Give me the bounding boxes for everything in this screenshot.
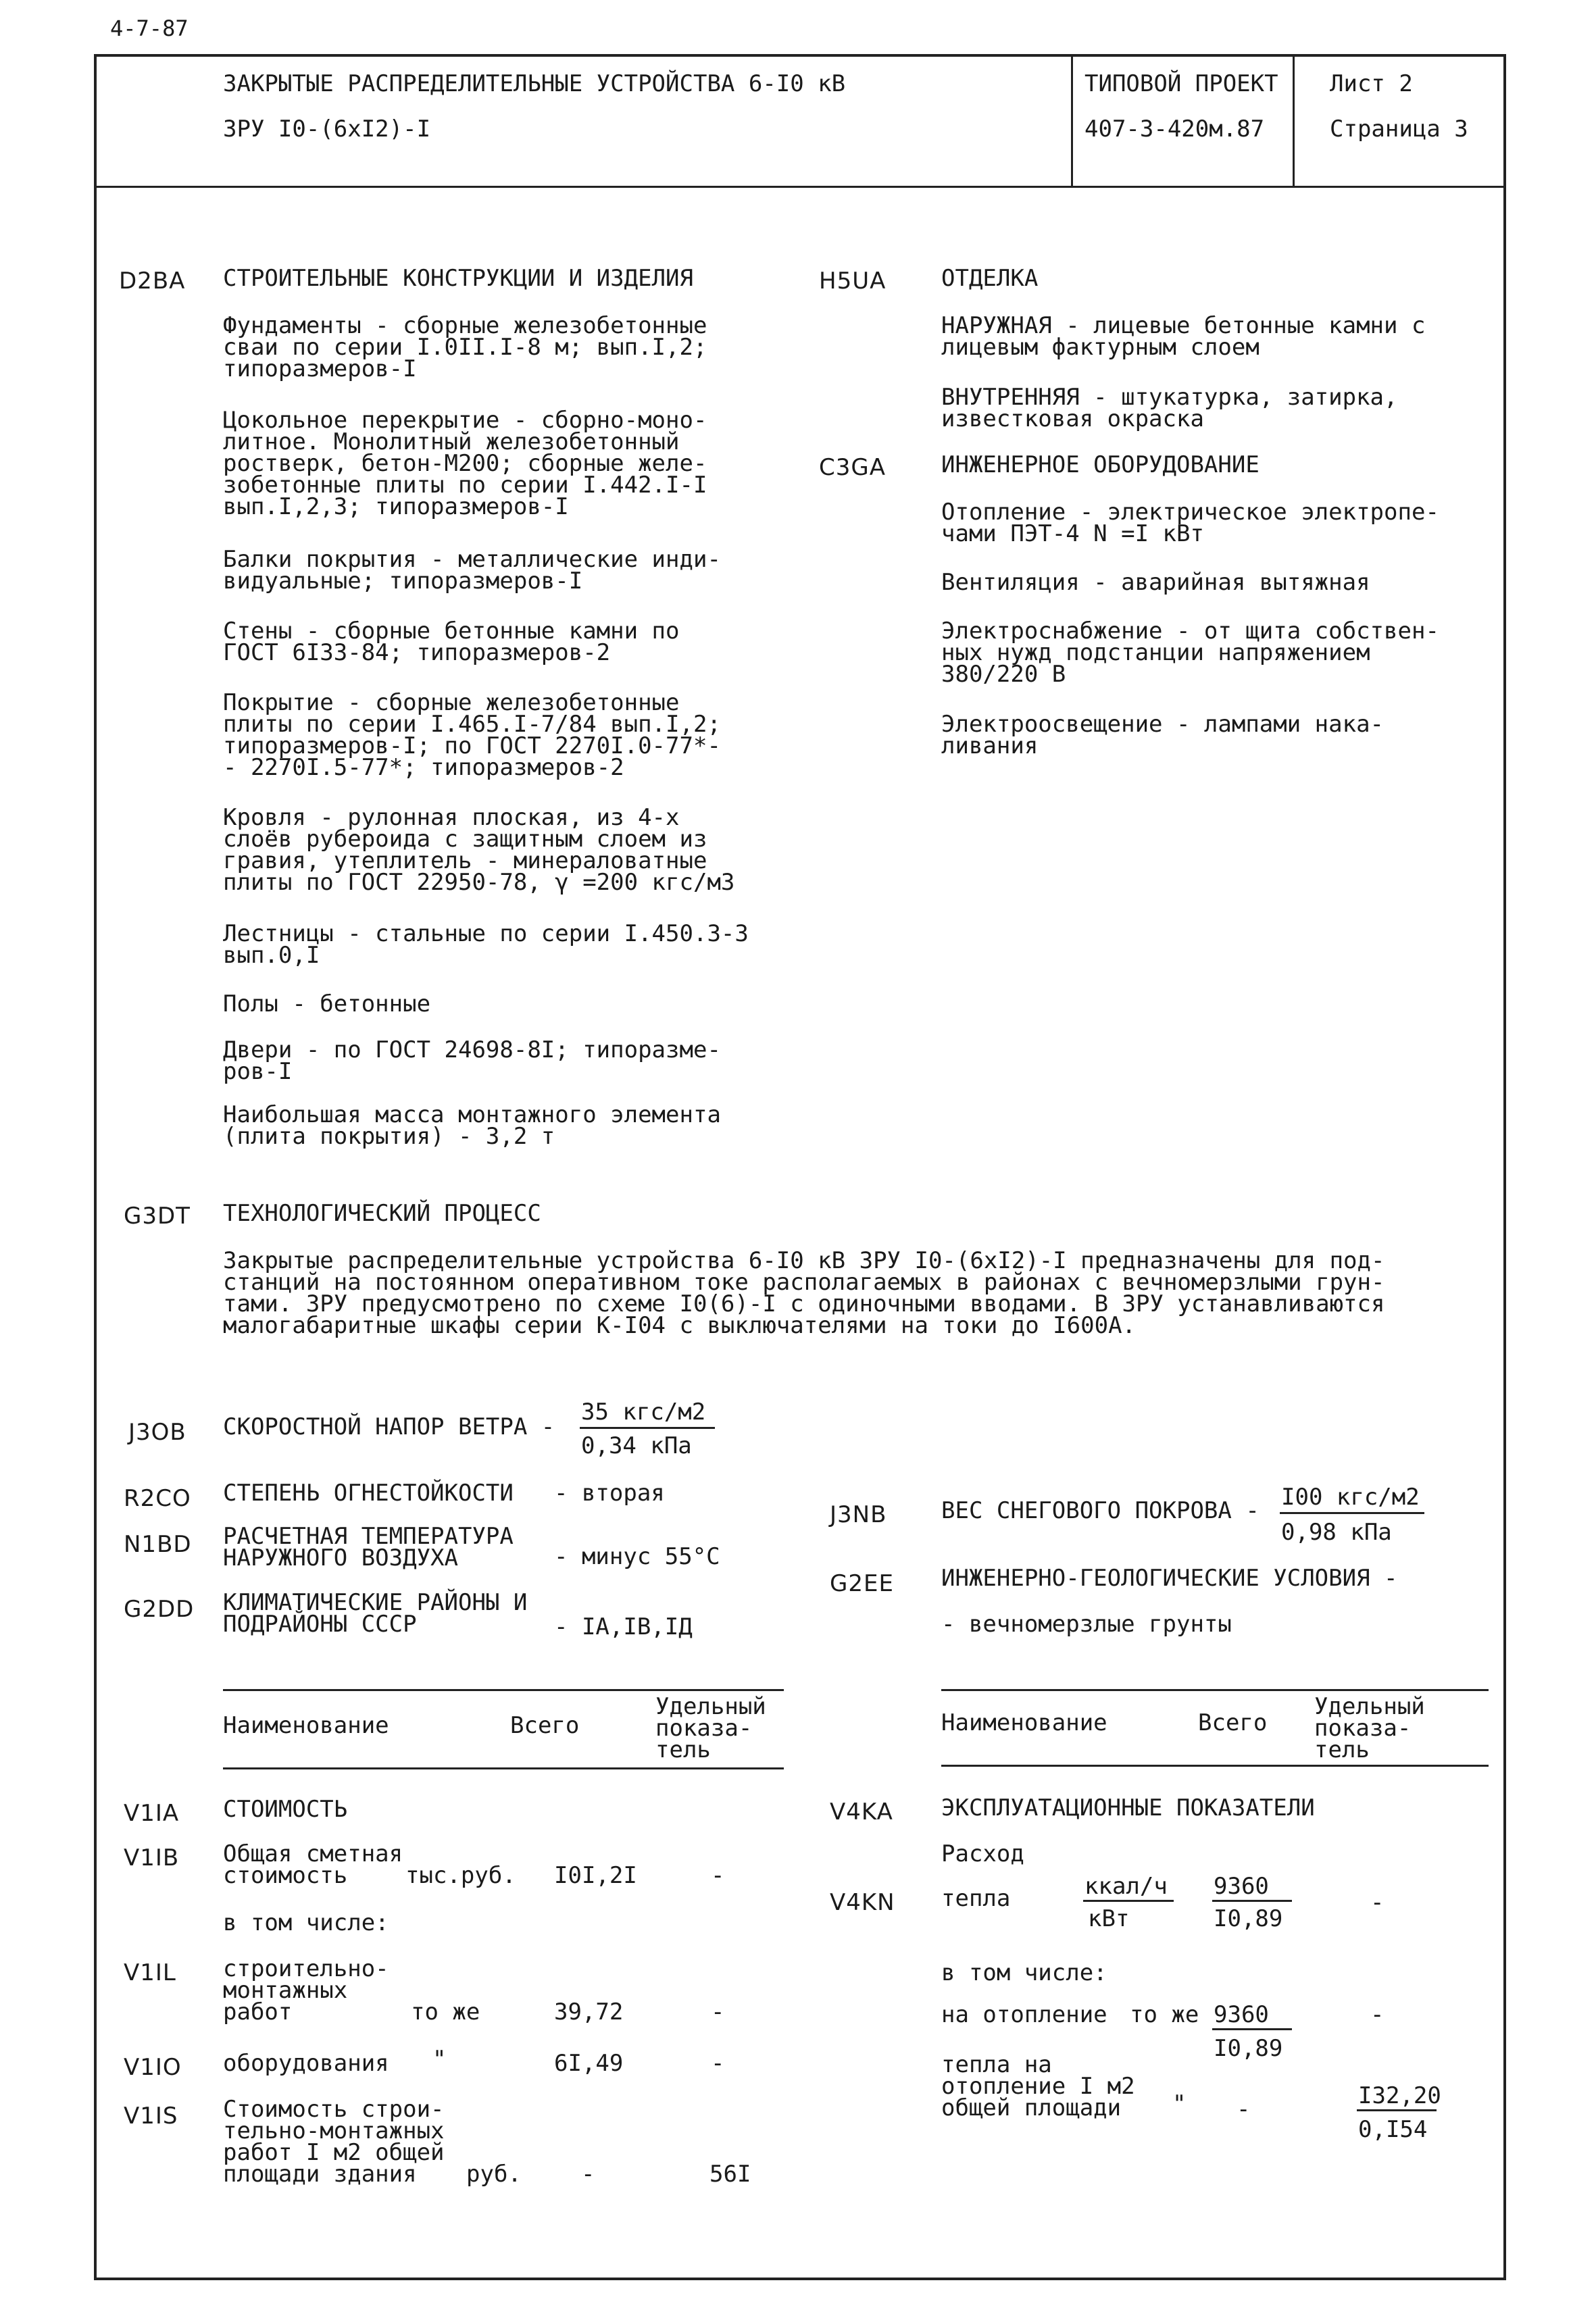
- climate-regions-value: - IA,IB,IД: [554, 1613, 693, 1640]
- section-code: C3GA: [819, 454, 886, 481]
- cost-heading: СТОИМОСТЬ: [223, 1796, 348, 1823]
- row-code: V1IB: [124, 1844, 180, 1871]
- column-header-name: Наименование: [941, 1709, 1107, 1736]
- construction-paragraph: Покрытие - сборные железобетонные плиты по серии I.465.I-7/84 вып.I,2; типоразмеров-I; по ГОСТ 2270I.0-77*- - 2270I.5-77*; типоразмеров-2: [223, 689, 721, 781]
- condition-code: G2DD: [124, 1596, 195, 1623]
- process-text: Закрытые распределительные устройства 6-I0 кВ ЗРУ I0-(6xI2)-I предназначены для под- станций на постоянном оперативном токе располагаемых в районах с вечномерзлыми грун- тами. ЗРУ предусмотрено по схеме I0(6)-I с одиночными вводами. В ЗРУ устанавливаются малогабаритные шкафы серии К-I04 с выключателями на токи до I600А.: [223, 1247, 1385, 1339]
- snow-load-label: ВЕС СНЕГОВОГО ПОКРОВА -: [941, 1497, 1260, 1524]
- construction-paragraph: Фундаменты - сборные железобетонные сваи по серии I.0II.I-8 м; вып.I,2; типоразмеров-I: [223, 312, 707, 382]
- table-row-name: в том числе:: [941, 1959, 1107, 1986]
- construction-paragraph: Двери - по ГОСТ 24698-8I; типоразме- ров-I: [223, 1036, 721, 1085]
- column-header-name: Наименование: [223, 1712, 389, 1739]
- geology-value: - вечномерзлые грунты: [941, 1611, 1232, 1638]
- table-row-name: на отопление: [941, 2001, 1107, 2028]
- finishing-paragraph: НАРУЖНАЯ - лицевые бетонные камни с лицевым фактурным слоем: [941, 312, 1426, 361]
- condition-code: R2CO: [124, 1485, 191, 1512]
- column-header-total: Всего: [510, 1712, 580, 1739]
- table-row-unit: то же: [1130, 2001, 1199, 2028]
- row-code: V1IL: [124, 1959, 176, 1986]
- section-code: G3DT: [124, 1203, 191, 1230]
- title-divider-1: [1071, 55, 1073, 187]
- table-row-specific: -: [1370, 1889, 1385, 1916]
- table-row-specific: -: [711, 1862, 725, 1889]
- condition-code: N1BD: [124, 1531, 192, 1558]
- equipment-heading: ИНЖЕНЕРНОЕ ОБОРУДОВАНИЕ: [941, 451, 1260, 478]
- page-number: Страница 3: [1330, 116, 1468, 143]
- heating-total-numerator: 9360: [1214, 2001, 1269, 2028]
- process-heading: ТЕХНОЛОГИЧЕСКИЙ ПРОЦЕСС: [223, 1200, 541, 1227]
- fire-resistance-label: СТЕПЕНЬ ОГНЕСТОЙКОСТИ: [223, 1480, 514, 1507]
- section-code: D2BA: [119, 268, 186, 295]
- table-row-unit: тыс.руб.: [405, 1862, 516, 1889]
- right-table-top-rule: [941, 1689, 1489, 1691]
- equipment-paragraph: Электроснабжение - от щита собствен- ных нужд подстанции напряжением 380/220 В: [941, 618, 1439, 688]
- snow-load-kpa: 0,98 кПа: [1281, 1519, 1392, 1546]
- table-row-name: строительно- монтажных работ: [223, 1955, 389, 2026]
- condition-code: J3NB: [830, 1501, 887, 1528]
- table-row-name: в том числе:: [223, 1909, 389, 1936]
- heat-total-bar: [1212, 1900, 1292, 1902]
- document-subtitle: ЗРУ I0-(6xI2)-I: [223, 116, 431, 143]
- finishing-paragraph: ВНУТРЕННЯЯ - штукатурка, затирка, известковая окраска: [941, 384, 1398, 432]
- project-label: ТИПОВОЙ ПРОЕКТ: [1084, 70, 1278, 97]
- section-code: H5UA: [819, 268, 887, 295]
- finishing-heading: ОТДЕЛКА: [941, 265, 1039, 292]
- document-title: ЗАКРЫТЫЕ РАСПРЕДЕЛИТЕЛЬНЫЕ УСТРОЙСТВА 6-I0 кВ: [223, 70, 846, 97]
- construction-paragraph: Лестницы - стальные по серии I.450.3-3 вып.0,I: [223, 920, 749, 969]
- left-table-header-rule: [223, 1767, 784, 1769]
- construction-heading: СТРОИТЕЛЬНЫЕ КОНСТРУКЦИИ И ИЗДЕЛИЯ: [223, 265, 693, 292]
- heating-total-denominator: I0,89: [1214, 2035, 1283, 2062]
- climate-regions-label: КЛИМАТИЧЕСКИЕ РАЙОНЫ И ПОДРАЙОНЫ СССР: [223, 1589, 528, 1638]
- heating-total-bar: [1212, 2028, 1292, 2030]
- specific-heat-numerator: I32,20: [1358, 2082, 1441, 2109]
- table-row-unit: ": [432, 2046, 447, 2073]
- table-row-name: Расход: [941, 1840, 1024, 1867]
- table-row-total: -: [581, 2161, 595, 2188]
- wind-value-kpa: 0,34 кПа: [581, 1432, 692, 1459]
- design-temperature-value: - минус 55°С: [554, 1543, 720, 1570]
- table-row-name: Стоимость строи- тельно-монтажных работ I м2 общей площади здания: [223, 2096, 445, 2188]
- column-header-total: Всего: [1198, 1709, 1268, 1736]
- construction-paragraph: Балки покрытия - металлические инди- видуальные; типоразмеров-I: [223, 546, 721, 595]
- heat-unit-denominator: кВт: [1088, 1905, 1130, 1932]
- wind-label: СКОРОСТНОЙ НАПОР ВЕТРА -: [223, 1413, 555, 1440]
- heat-total-denominator: I0,89: [1214, 1905, 1283, 1932]
- column-header-specific: Удельный показа- тель: [655, 1693, 766, 1763]
- sheet-number: Лист 2: [1330, 70, 1413, 97]
- condition-code: J3OB: [128, 1419, 186, 1446]
- right-table-header-rule: [941, 1765, 1489, 1767]
- specific-heat-denominator: 0,I54: [1358, 2116, 1428, 2143]
- heat-total-numerator: 9360: [1214, 1873, 1269, 1900]
- equipment-paragraph: Вентиляция - аварийная вытяжная: [941, 569, 1370, 596]
- construction-paragraph: Цокольное перекрытие - сборно-моно- литное. Монолитный железобетонный ростверк, бетон-М200; сборные желе- зобетонные плиты по серии I.442.I-I вып.I,2,3; типоразмеров-I: [223, 407, 707, 520]
- table-row-name: тепла: [941, 1885, 1011, 1912]
- title-divider-2: [1293, 55, 1295, 187]
- construction-paragraph: Кровля - рулонная плоская, из 4-х слоёв рубероида с защитным слоем из гравия, утеплитель - минераловатные плиты по ГОСТ 22950-78, γ =200 кгс/м3: [223, 804, 735, 896]
- page-reference: 4-7-87: [110, 16, 189, 41]
- heat-unit-bar: [1083, 1900, 1174, 1902]
- snow-fraction-bar: [1280, 1512, 1424, 1514]
- row-code: V1IO: [124, 2054, 182, 2081]
- row-code: V1IS: [124, 2103, 178, 2130]
- snow-load-kgs: I00 кгс/м2: [1281, 1484, 1420, 1511]
- wind-value-kgs: 35 кгс/м2: [581, 1399, 706, 1426]
- table-row-specific: -: [711, 2050, 725, 2077]
- heat-unit-numerator: ккал/ч: [1084, 1873, 1168, 1900]
- operating-indicators-heading: ЭКСПЛУАТАЦИОННЫЕ ПОКАЗАТЕЛИ: [941, 1794, 1315, 1821]
- specific-heat-bar: [1357, 2109, 1437, 2111]
- table-row-specific: -: [1370, 2001, 1385, 2028]
- table-row-total: 6I,49: [554, 2050, 624, 2077]
- row-code: V4KA: [830, 1799, 893, 1826]
- table-row-name: тепла на отопление I м2 общей площади: [941, 2051, 1135, 2121]
- table-row-unit: руб.: [466, 2161, 522, 2188]
- fire-resistance-value: - вторая: [554, 1480, 665, 1507]
- table-row-specific: 56I: [709, 2161, 751, 2188]
- equipment-paragraph: Отопление - электрическое электропе- чами ПЭТ-4 N =I кВт: [941, 499, 1439, 547]
- table-row-total: I0I,2I: [554, 1862, 637, 1889]
- table-row-specific: -: [711, 1998, 725, 2026]
- construction-paragraph: Стены - сборные бетонные камни по ГОСТ 6I33-84; типоразмеров-2: [223, 618, 680, 666]
- construction-paragraph: Наибольшая масса монтажного элемента (плита покрытия) - 3,2 т: [223, 1101, 721, 1150]
- project-number: 407-3-420м.87: [1084, 116, 1265, 143]
- equipment-paragraph: Электроосвещение - лампами нака- ливания: [941, 711, 1385, 759]
- row-code: V4KN: [830, 1889, 895, 1916]
- geology-label: ИНЖЕНЕРНО-ГЕОЛОГИЧЕСКИЕ УСЛОВИЯ -: [941, 1565, 1398, 1592]
- wind-fraction-bar: [580, 1427, 715, 1429]
- design-temperature-label: РАСЧЕТНАЯ ТЕМПЕРАТУРА НАРУЖНОГО ВОЗДУХА: [223, 1523, 514, 1571]
- table-row-name: Общая сметная стоимость: [223, 1840, 403, 1889]
- left-table-top-rule: [223, 1689, 784, 1691]
- table-row-total: 39,72: [554, 1998, 624, 2026]
- condition-code: G2EE: [830, 1570, 894, 1597]
- table-row-unit: ": [1172, 2090, 1187, 2117]
- table-row-total: -: [1237, 2096, 1251, 2123]
- column-header-specific: Удельный показа- тель: [1314, 1693, 1425, 1763]
- table-row-unit: то же: [411, 1998, 480, 2026]
- row-code: V1IA: [124, 1800, 180, 1827]
- table-row-name: оборудования: [223, 2050, 389, 2077]
- construction-paragraph: Полы - бетонные: [223, 990, 431, 1017]
